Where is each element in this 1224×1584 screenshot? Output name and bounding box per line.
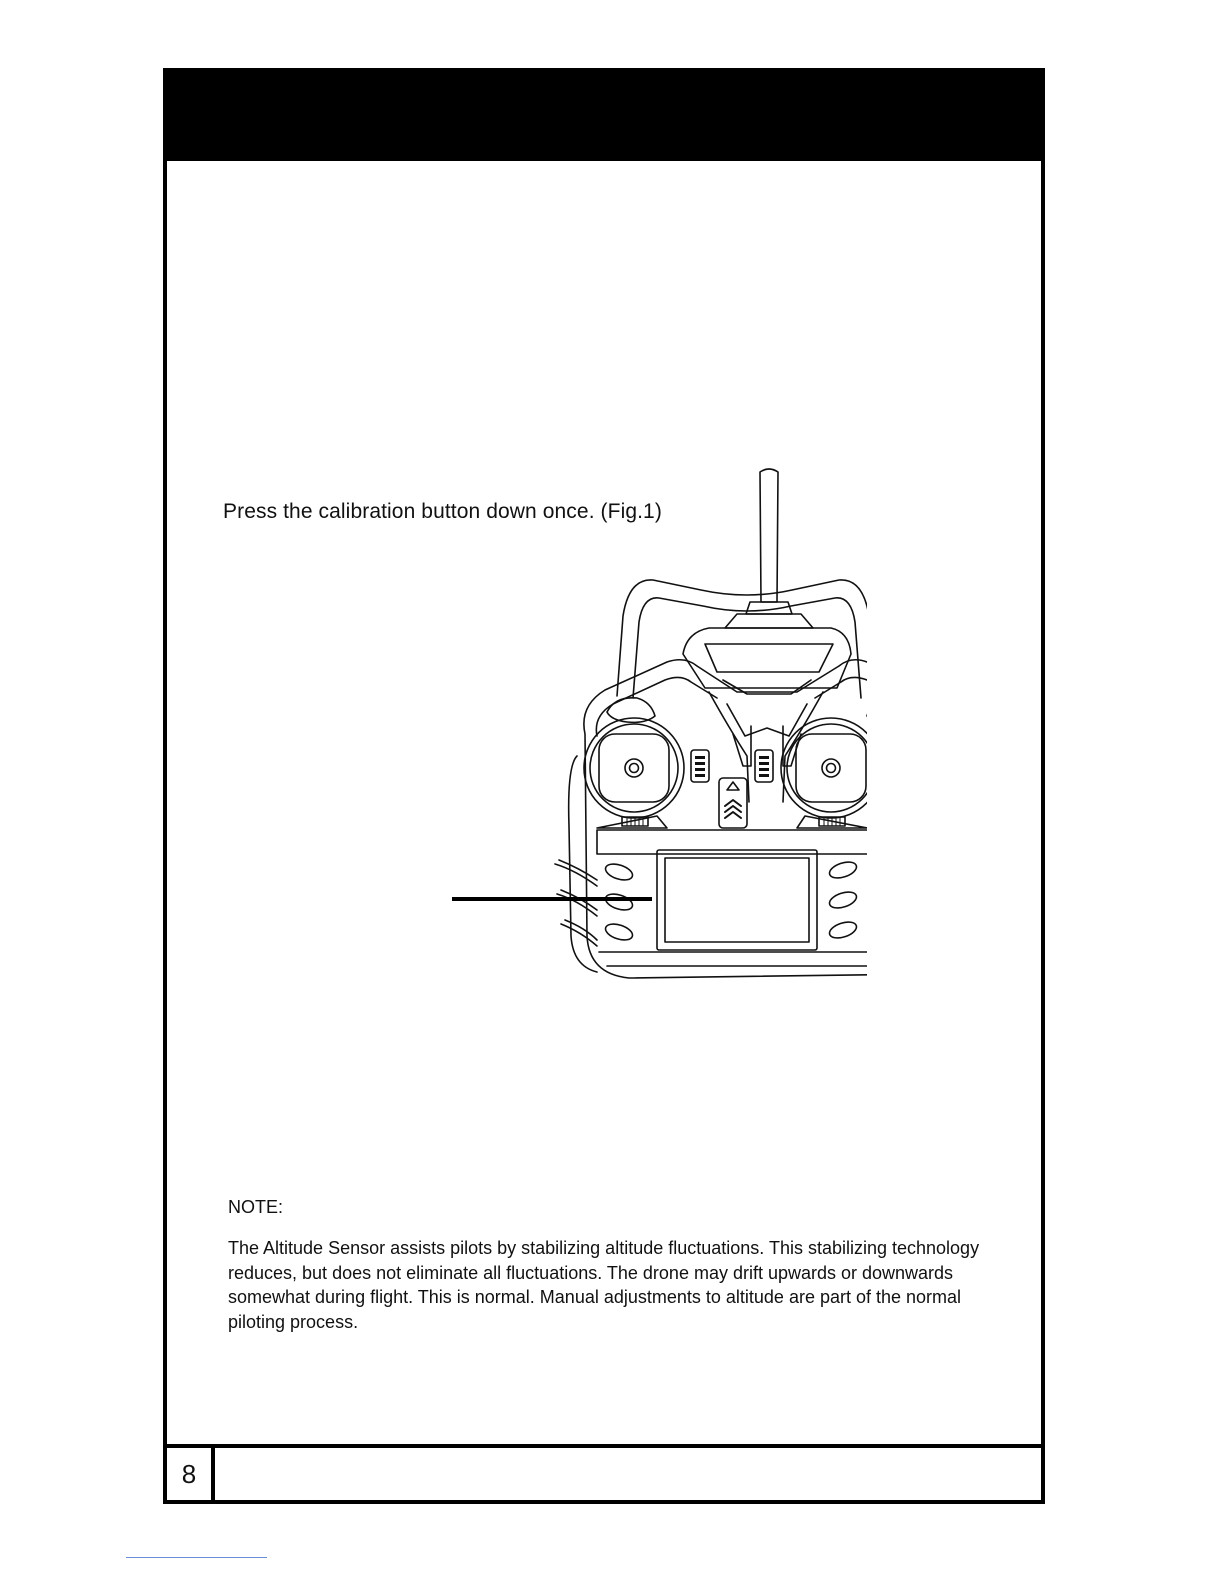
instruction-text: Press the calibration button down once. (Fig.1) bbox=[223, 500, 662, 523]
lcd-screen bbox=[657, 850, 817, 950]
header-bar bbox=[167, 72, 1041, 161]
calibration-button bbox=[604, 891, 635, 913]
power-switch bbox=[719, 778, 747, 828]
page-number-box bbox=[167, 1448, 215, 1500]
page-number: 8 bbox=[181, 1459, 197, 1489]
left-stick bbox=[584, 718, 684, 818]
page-frame bbox=[163, 68, 1045, 1504]
controller-figure bbox=[447, 466, 867, 990]
note-block bbox=[228, 1197, 1008, 1334]
footer-bar bbox=[167, 1444, 1041, 1500]
controller-drawing bbox=[447, 466, 867, 990]
note-label: NOTE: bbox=[228, 1197, 284, 1217]
note-text: The Altitude Sensor assists pilots by stabilizing altitude fluctuations. This stabilizing technology reduces, but does not eliminate all fluctuations. The drone may drift upwards or downwards somewhat during flight. This is normal. Manual adjustments to altitude are part of the normal piloting process. bbox=[228, 1238, 980, 1332]
right-buttons bbox=[828, 859, 859, 941]
right-stick bbox=[781, 718, 867, 818]
link-underline[interactable] bbox=[126, 1557, 267, 1558]
left-buttons bbox=[604, 861, 635, 943]
antenna bbox=[760, 469, 778, 602]
calibration-pointer bbox=[452, 897, 652, 901]
